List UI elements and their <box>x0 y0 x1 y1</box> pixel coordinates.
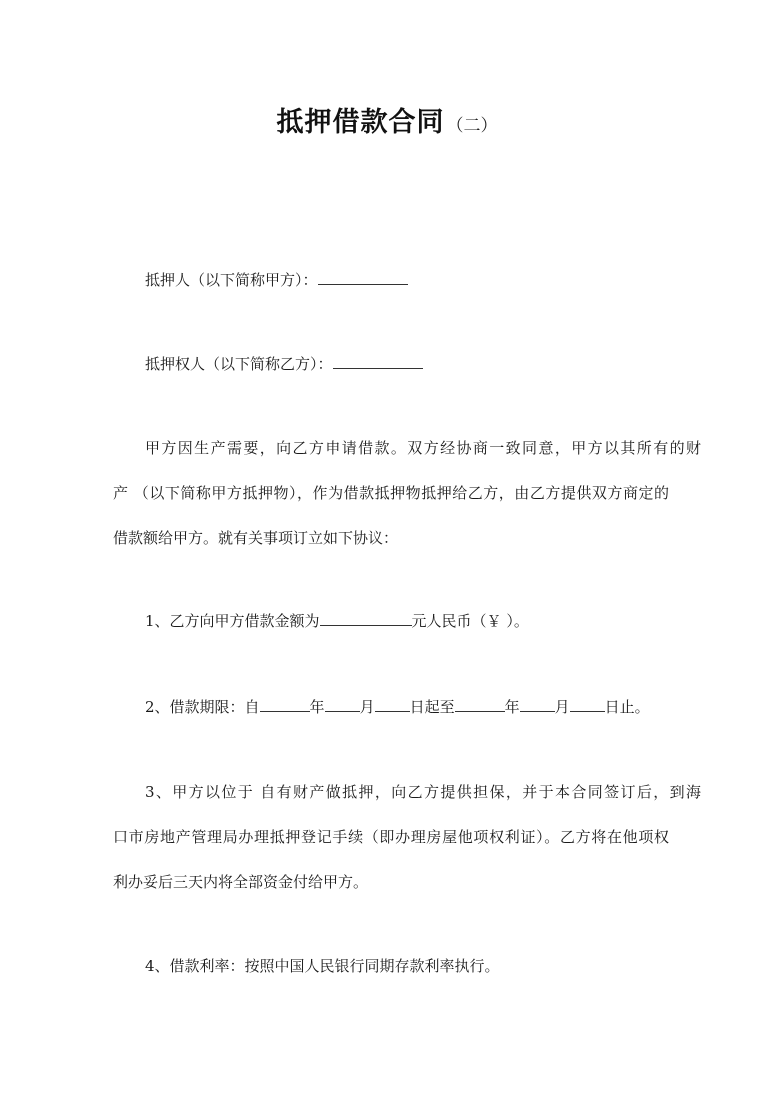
intro-line-1: 甲方因生产需要，向乙方申请借款。双方经协商一致同意，甲方以其所有的财 <box>145 439 701 457</box>
mortgagor-name-field[interactable] <box>318 267 408 285</box>
clause-3-line-1: 3、甲方以位于 自有财产做抵押，向乙方提供担保，并于本合同签订后，到海 <box>145 783 701 801</box>
clause-1 <box>113 608 701 633</box>
start-month-field[interactable] <box>325 694 360 712</box>
loan-amount-field[interactable] <box>320 608 412 626</box>
title-main: 抵押借款合同 <box>276 107 445 138</box>
clause-2-prefix: 2、借款期限：自 <box>145 698 260 716</box>
mortgagee-label: 抵押权人（以下简称乙方）： <box>145 355 333 373</box>
year-label-1: 年 <box>309 698 325 716</box>
mortgagor-label: 抵押人（以下简称甲方）： <box>145 271 318 289</box>
mortgagee-name-field[interactable] <box>333 351 423 369</box>
end-month-field[interactable] <box>520 694 555 712</box>
start-year-field[interactable] <box>260 694 310 712</box>
month-label-2: 月 <box>554 698 570 716</box>
mortgagee-line <box>113 351 701 376</box>
day-from-label: 日起至 <box>409 698 455 716</box>
end-day-field[interactable] <box>570 694 605 712</box>
clause-3-line-2: 口市房地产管理局办理抵押登记手续（即办理房屋他项权利证）。乙方将在他项权 <box>113 828 669 846</box>
month-label-1: 月 <box>359 698 375 716</box>
clause-2 <box>113 694 701 719</box>
title-sub: （二） <box>446 116 498 136</box>
clause-1-prefix: 1、乙方向甲方借款金额为 <box>145 612 320 630</box>
intro-line-2: 产 （以下简称甲方抵押物），作为借款抵押物抵押给乙方，由乙方提供双方商定的 <box>113 484 669 502</box>
start-day-field[interactable] <box>375 694 410 712</box>
clause-4: 4、借款利率：按照中国人民银行同期存款利率执行。 <box>145 957 500 975</box>
mortgagor-line <box>113 267 701 292</box>
intro-line-3: 借款额给甲方。就有关事项订立如下协议： <box>113 529 399 547</box>
year-label-2: 年 <box>504 698 520 716</box>
day-to-label: 日止。 <box>604 698 650 716</box>
end-year-field[interactable] <box>455 694 505 712</box>
clause-1-suffix: 元人民币（￥ ）。 <box>411 612 529 630</box>
document-title <box>0 100 774 139</box>
clause-3-line-3: 利办妥后三天内将全部资金付给甲方。 <box>113 873 369 891</box>
